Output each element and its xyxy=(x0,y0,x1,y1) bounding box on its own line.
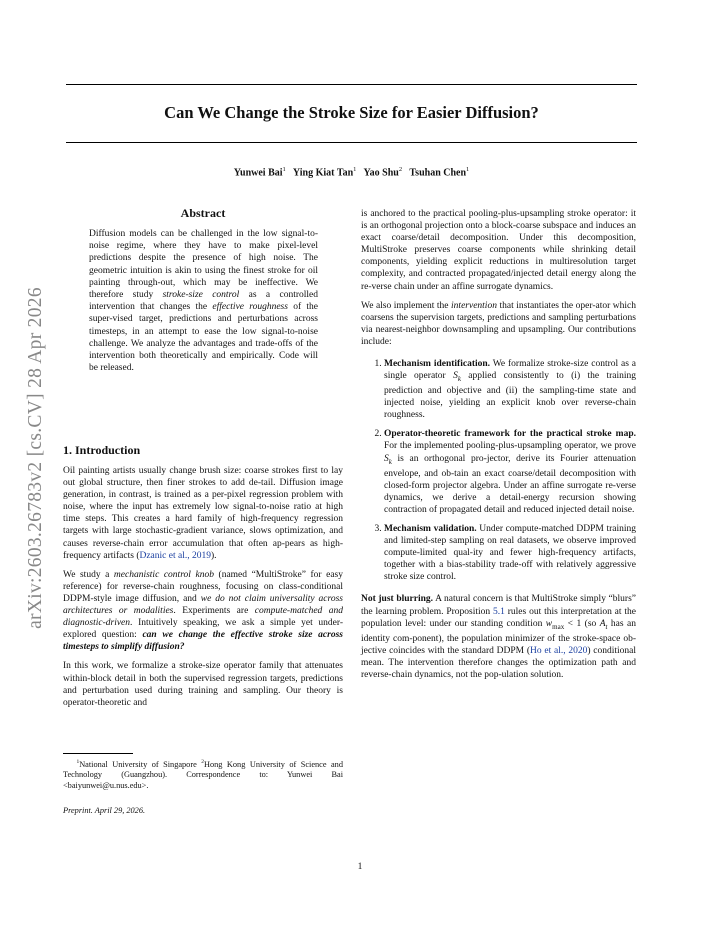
section-heading-introduction: 1. Introduction xyxy=(63,443,141,457)
author-list xyxy=(66,166,637,178)
paper-title: Can We Change the Stroke Size for Easier Diffusion? xyxy=(164,103,539,122)
abstract-heading: Abstract xyxy=(180,206,226,220)
paragraph: We also implement the intervention that instantiates the oper-ator which coarsens the supervision targets, predictions and sampling perturbations via nearest-neighbor downsampling and upsampling. Our contributions include: xyxy=(361,300,636,347)
left-column-body xyxy=(63,465,343,716)
title-rule-bottom xyxy=(66,142,637,143)
list-item: 2. Operator-theoretic framework for the practical stroke map. For the implemented pooling-plus-upsampling operator, we prove $S_k$ is an orthogonal pro-jector, derive its Fourier attenuation envelope, and ob-tain an exact coarse/detail decomposition with closed-form projector algebra. Under an affine surrogate re-verse dynamics, we derive a detail-energy recursion showing contraction of propagated detail and reduced injected detail noise. xyxy=(384,428,636,516)
page-number: 1 xyxy=(357,862,363,872)
paragraph: Oil painting artists usually change brush size: coarse strokes first to lay out global structure, then finer strokes to add de-tail. Diffusion image generation, in contrast, is trained as a per-pixel regression problem with noise, where the input has extremely low signal-to-noise ratio at high time steps. This creates a hard family of high-frequency regression targets with large stochastic-gradient variance, slows optimization, and causes reverse-chain error accumulation that often ap-pears as high-frequency artifacts (Dzanic et al., 2019). xyxy=(63,466,343,561)
affiliation-mark: 1 xyxy=(466,166,470,173)
footnote-rule xyxy=(63,753,133,754)
paragraph: Not just blurring. A natural concern is that MultiStroke simply “blurs” the learning problem. Proposition 5.1 rules out this interpretation at the population level: under our standing condition $w_{max} < 1$ (so $A_t$ has an identity com-ponent), the population minimizer of the stroke-space ob-jective coincides with the standard DDPM (Ho et al., 2020) conditional mean. The intervention therefore changes the optimization path and reverse-chain dynamics, not the pop-ulation solution. xyxy=(361,594,637,680)
list-item: 1. Mechanism identification. We formalize stroke-size control as a single operator $S_k$ applied consistently to (i) the training prediction and objective and (ii) the sampling-time state and injected noise, yielding an explicit knob over reverse-chain roughness. xyxy=(384,358,636,421)
preprint-notice: Preprint. April 29, 2026. xyxy=(63,806,146,815)
affiliation-mark: 2 xyxy=(398,166,403,173)
contribution-list xyxy=(361,358,636,583)
proposition-link[interactable]: 5.1 xyxy=(493,606,505,617)
affiliation-mark: 1 xyxy=(282,166,286,173)
author-name: Yao Shu xyxy=(363,167,399,179)
right-column-body xyxy=(361,208,636,688)
paragraph: is anchored to the practical pooling-plus-upsampling stroke operator: it is an orthogonal projection onto a block-coarse subspace and induces an exact coarse/detail decomposition. Under this decomposition, MultiStroke preserves coarse components while shrinking detail components, yielding explicit reductions in multiresolution target complexity, and contracted propagated/injected detail energy along the re-verse chain under an affine surrogate dynamics. xyxy=(361,209,636,292)
affiliation-footnote: $^1$National University of Singapore $^2$Hong Kong University of Science and Technology (Guangzhou). Correspondence to: Yunwei Bai <baiyunwei@u.nus.edu>. xyxy=(63,759,343,790)
title-rule-top xyxy=(66,84,637,85)
author-name: Yunwei Bai xyxy=(233,167,283,179)
citation-link[interactable]: Dzanic et al., 2019 xyxy=(139,550,211,561)
citation-link[interactable]: Ho et al., 2020 xyxy=(530,645,588,656)
arxiv-stamp: arXiv:2603.26783v2 [cs.CV] 28 Apr 2026 xyxy=(25,287,46,629)
abstract-text: Diffusion models can be challenged in the low signal-to-noise regime, where they have to make pixel-level predictions despite the presence of high noise. The geometric intuition is akin to using the finest stroke for oil painting through-out, which may be ineffective. We therefore study stroke-size control as a controlled intervention that changes the effective roughness of the super-vised target, predictions and perturbations across timesteps, in an attempt to ease the low signal-to-noise challenge. We analyze the advantages and trade-offs of the intervention both theoretically and empirically. Code will be released. xyxy=(89,229,318,374)
author-name: Ying Kiat Tan xyxy=(292,167,354,179)
list-item: 3. Mechanism validation. Under compute-matched DDPM training and limited-step sampling on real datasets, we observe improved compute-limited qual-ity and fewer high-frequency artifacts, together with a bias-stability trade-off with relatively aggressive stroke size control. xyxy=(384,523,636,583)
paragraph: We study a mechanistic control knob (named “MultiStroke” for easy reference) for reverse-chain roughness, focusing on class-conditional DDPM-style image diffusion, and we do not claim universality across architectures or modalities. Experiments are compute-matched and diagnostic-driven. Intuitively speaking, we ask a simple yet under-explored question: can we change the effective stroke size across timesteps to simplify diffusion? xyxy=(63,569,344,653)
author-name: Tsuhan Chen xyxy=(409,167,467,179)
affiliation-mark: 1 xyxy=(353,166,357,173)
paragraph: In this work, we formalize a stroke-size operator family that attenuates within-block detail in both the supervised regression targets, predictions and perturbation used during training and sampling. Our theory is operator-theoretic and xyxy=(63,661,343,708)
